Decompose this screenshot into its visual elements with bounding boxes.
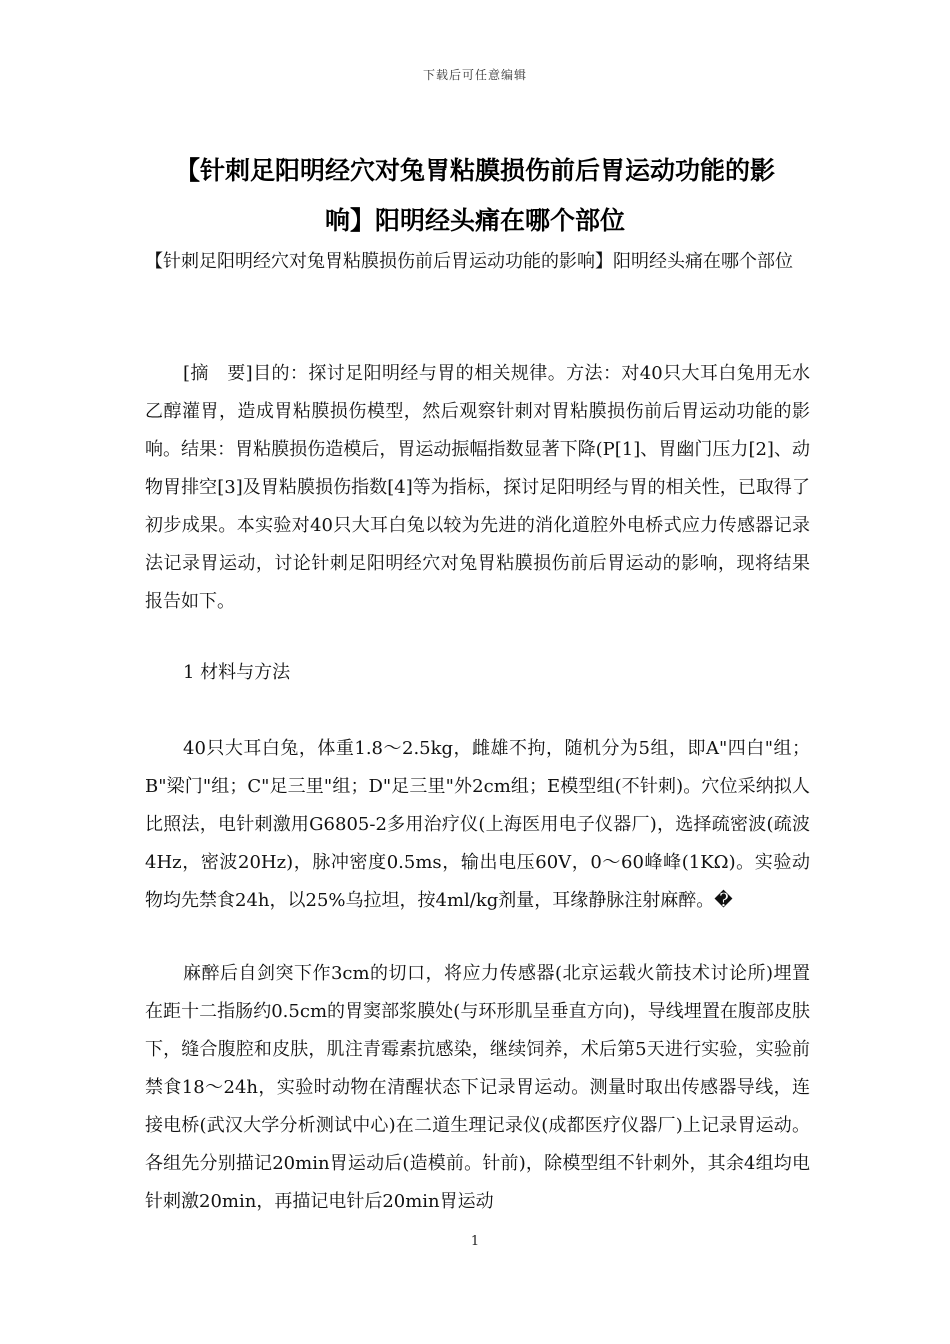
section-heading: 1 材料与方法 xyxy=(183,662,291,683)
document-title-line-2: 响】阳明经头痛在哪个部位 xyxy=(324,206,625,235)
abstract-paragraph: [摘 要]目的：探讨足阳明经与胃的相关规律。方法：对40只大耳白兔用无水乙醇灌胃，造成胃粘膜损伤模型，然后观察针刺对胃粘膜损伤前后胃运动功能的影响。结果：胃粘膜损伤造模后，胃运动振幅指数显著下降(P[1]、胃幽门压力[2]、动物胃排空[3]及胃粘膜损伤指数[4]等为指标，探讨足阳明经与胃的相关性，已取得了初步成果。本实验对40只大耳白兔以较为先进的消化道腔外电桥式应力传感器记录法记录胃运动，讨论针刺足阳明经穴对兔胃粘膜损伤前后胃运动的影响，现将结果报告如下。 xyxy=(145,363,810,612)
methods-paragraph-1: 40只大耳白兔，体重1.8～2.5kg，雌雄不拘，随机分为5组，即A"四白"组；B"梁门"组；C"足三里"组；D"足三里"外2cm组；E模型组(不针刺)。穴位采纳拟人比照法，电针刺激用G6805-2多用治疗仪(上海医用电子仪器厂)，选择疏密波(疏波4Hz，密波20Hz)，脉冲密度0.5ms，输出电压60V，0～60峰峰(1KΩ)。实验动物均先禁食24h，以25%乌拉坦，按4ml/kg剂量，耳缘静脉注射麻醉。� xyxy=(145,738,810,911)
document-subtitle: 【针刺足阳明经穴对兔胃粘膜损伤前后胃运动功能的影响】阳明经头痛在哪个部位 xyxy=(145,251,793,272)
document-title-line-1: 【针刺足阳明经穴对兔胃粘膜损伤前后胃运动功能的影 xyxy=(174,156,775,185)
methods-paragraph-2: 麻醉后自剑突下作3cm的切口，将应力传感器(北京运载火箭技术讨论所)埋置在距十二指肠约0.5cm的胃窦部浆膜处(与环形肌呈垂直方向)，导线埋置在腹部皮肤下，缝合腹腔和皮肤，肌注青霉素抗感染，继续饲养，术后第5天进行实验，实验前禁食18～24h，实验时动物在清醒状态下记录胃运动。测量时取出传感器导线，连接电桥(武汉大学分析测试中心)在二道生理记录仪(成都医疗仪器厂)上记录胃运动。各组先分别描记20min胃运动后(造模前。针前)，除模型组不针刺外，其余4组均电针刺激20min，再描记电针后20min胃运动 xyxy=(145,963,810,1212)
header-note: 下载后可任意编辑 xyxy=(422,68,527,82)
page-number: 1 xyxy=(470,1234,480,1249)
